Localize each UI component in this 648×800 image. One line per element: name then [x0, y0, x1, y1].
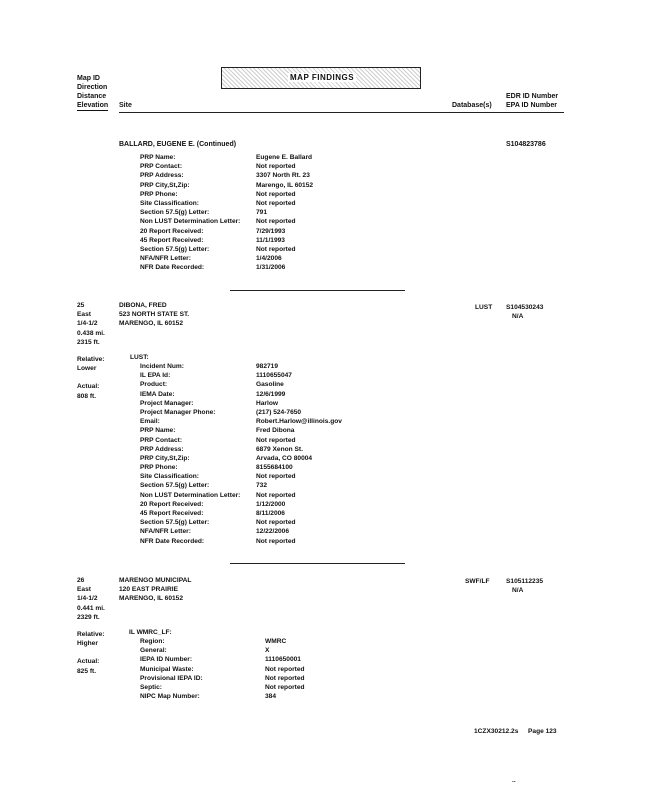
field-value: Not reported [256, 519, 296, 527]
section3-direction: East [77, 586, 91, 594]
field-label: Project Manager Phone: [140, 408, 216, 416]
section2-actual-label: Actual: [77, 383, 100, 391]
section3-distance-ft: 2329 ft. [77, 613, 100, 621]
header-map-id: Map ID [77, 75, 100, 82]
section3-map-info [77, 576, 105, 622]
section2-db-heading: LUST: [130, 354, 149, 361]
field-label: NFR Date Recorded: [140, 264, 205, 272]
field-value: 982719 [256, 363, 279, 370]
field-label: Site Classification: [140, 473, 199, 481]
field-label: NFR Date Recorded: [140, 537, 205, 545]
field-label: PRP Address: [140, 445, 184, 453]
section3-epa-id: N/A [512, 587, 524, 595]
field-label: IEPA ID Number: [140, 656, 193, 664]
section2-elevation [77, 355, 105, 401]
field-label: Non LUST Determination Letter: [140, 491, 241, 499]
header-direction: Direction [77, 84, 108, 91]
section3-name: MARENGO MUNICIPAL [119, 577, 192, 584]
field-value: Robert.Harlow@illinois.gov [256, 418, 342, 426]
field-label: Incident Num: [140, 363, 184, 370]
field-value: 1/31/2006 [256, 264, 286, 272]
field-label: Section 57.5(g) Letter: [140, 245, 210, 253]
field-label: PRP Contact: [140, 436, 183, 444]
field-value: 1/4/2006 [256, 255, 282, 263]
section3-actual-label: Actual: [77, 658, 100, 666]
field-label: PRP City,St,Zip: [140, 454, 190, 462]
field-label: Region: [140, 638, 165, 645]
section2-distance-mi: 0.438 mi. [77, 329, 105, 337]
field-label: General: [140, 647, 167, 655]
field-value: X [265, 647, 270, 655]
field-label: PRP City,St,Zip: [140, 181, 190, 189]
section2-city: MARENGO, IL 60152 [119, 320, 184, 328]
section2-values [256, 362, 342, 546]
section1-labels [140, 153, 240, 272]
field-label: Septic: [140, 683, 162, 691]
section3-db-heading: IL WMRC_LF: [129, 629, 172, 636]
header-edr-col [506, 92, 558, 110]
section1-divider [230, 290, 405, 291]
field-value: 6879 Xenon St. [256, 445, 303, 453]
field-value: Not reported [256, 537, 296, 545]
section2-map-info [77, 301, 105, 347]
field-label: PRP Phone: [140, 464, 178, 472]
field-label: NFA/NFR Letter: [140, 255, 191, 263]
header-site: Site [119, 102, 132, 109]
section3-map-id: 26 [77, 577, 85, 584]
header-epa-id: EPA ID Number [506, 102, 557, 109]
field-value: 384 [265, 693, 277, 701]
footer-doc-id: 1CZX30212.2s [474, 728, 519, 735]
field-value: 791 [256, 209, 268, 217]
section2-ids [506, 303, 543, 321]
field-label: Site Classification: [140, 199, 199, 207]
header-distance: Distance [77, 93, 107, 100]
field-value: Harlow [256, 399, 278, 407]
section1-site: BALLARD, EUGENE E. (Continued) [119, 141, 237, 148]
field-value: Not reported [265, 674, 305, 682]
section2-epa-id: N/A [512, 313, 524, 321]
section3-ids [506, 577, 543, 595]
field-value: 12/22/2006 [256, 528, 290, 536]
section3-relative-label: Relative: [77, 631, 105, 638]
section2-name: DIBONA, FRED [119, 302, 167, 309]
field-label: 45 Report Received: [140, 236, 204, 244]
field-label: NFA/NFR Letter: [140, 528, 191, 536]
field-value: 7/29/1993 [256, 227, 286, 235]
section3-actual-value: 825 ft. [77, 667, 97, 675]
field-label: 20 Report Received: [140, 227, 204, 235]
section3-distance-range: 1/4-1/2 [77, 595, 98, 603]
field-value: Not reported [265, 683, 305, 691]
field-label: Section 57.5(g) Letter: [140, 519, 210, 527]
field-value: 3307 North Rt. 23 [256, 172, 310, 180]
field-label: PRP Phone: [140, 190, 178, 198]
field-label: Section 57.5(g) Letter: [140, 482, 210, 490]
field-label: 20 Report Received: [140, 500, 204, 508]
section1-values [256, 153, 313, 272]
header-edr-id: EDR ID Number [506, 93, 559, 100]
header-elevation: Elevation [77, 102, 109, 109]
field-label: NIPC Map Number: [140, 693, 200, 701]
field-value: Eugene E. Ballard [256, 154, 313, 161]
field-label: Product: [140, 381, 168, 389]
field-value: WMRC [265, 638, 287, 645]
header-map-id-col [77, 74, 108, 111]
field-value: Not reported [256, 473, 296, 481]
field-value: Not reported [265, 665, 305, 673]
section2-database: LUST [475, 304, 493, 311]
field-value: Fred Dibona [256, 427, 295, 435]
field-label: Municipal Waste: [140, 665, 194, 673]
section3-values [265, 637, 305, 701]
field-value: 8/11/2006 [256, 510, 285, 517]
field-value: 1/12/2000 [256, 500, 286, 508]
field-value: Not reported [256, 245, 296, 253]
section1-edr-id: S104823786 [506, 141, 546, 148]
section3-edr-id: S105112235 [506, 578, 544, 585]
field-label: Project Manager: [140, 399, 194, 407]
section3-site-block [119, 576, 191, 604]
field-value: 11/1/1993 [256, 236, 285, 244]
header-database: Database(s) [452, 102, 492, 109]
section2-relative-label: Relative: [77, 356, 105, 363]
field-value: 1110655047 [256, 372, 292, 380]
field-value: 1110650001 [265, 656, 301, 664]
footer-page-number: Page 123 [528, 728, 557, 735]
section2-address: 523 NORTH STATE ST. [119, 311, 190, 319]
section3-distance-mi: 0.441 mi. [77, 604, 105, 612]
field-value: Arvada, CO 80004 [256, 454, 313, 462]
field-label: PRP Address: [140, 172, 184, 180]
section2-distance-range: 1/4-1/2 [77, 320, 98, 328]
field-value: Not reported [256, 218, 296, 226]
field-label: 45 Report Received: [140, 510, 204, 517]
section3-elevation [77, 630, 105, 676]
field-value: 732 [256, 482, 268, 490]
footer-mark: .. [512, 777, 516, 784]
field-label: PRP Contact: [140, 163, 183, 171]
field-value: Not reported [256, 199, 296, 207]
field-label: IL EPA Id: [140, 372, 171, 380]
section2-distance-ft: 2315 ft. [77, 338, 100, 346]
section2-site-block [119, 301, 189, 329]
section2-labels [140, 362, 240, 546]
field-label: Provisional IEPA ID: [140, 674, 203, 682]
field-label: Email: [140, 418, 160, 426]
section3-address: 120 EAST PRAIRIE [119, 586, 178, 594]
field-label: Section 57.5(g) Letter: [140, 209, 210, 217]
field-value: Marengo, IL 60152 [256, 181, 314, 189]
field-value: 8155684100 [256, 464, 293, 472]
section2-relative-value: Lower [77, 365, 97, 373]
field-label: Non LUST Determination Letter: [140, 218, 241, 226]
field-label: IEMA Date: [140, 390, 175, 398]
section3-labels [140, 637, 203, 701]
field-label: PRP Name: [140, 427, 176, 435]
section2-direction: East [77, 311, 91, 319]
section2-edr-id: S104530243 [506, 304, 544, 311]
field-value: (217) 524-7650 [256, 408, 302, 416]
section3-database: SWF/LF [465, 578, 490, 585]
section2-divider [230, 563, 405, 564]
field-value: Gasoline [256, 381, 284, 389]
section2-actual-value: 808 ft. [77, 392, 97, 400]
field-value: Not reported [256, 163, 296, 171]
field-label: PRP Name: [140, 154, 176, 161]
field-value: Not reported [256, 190, 296, 198]
field-value: 12/6/1999 [256, 390, 286, 398]
page-title: MAP FINDINGS [290, 73, 355, 82]
map-findings-banner [221, 67, 421, 89]
header-rule [119, 112, 564, 113]
section3-relative-value: Higher [77, 640, 98, 648]
section2-map-id: 25 [77, 302, 85, 309]
field-value: Not reported [256, 436, 296, 444]
section3-city: MARENGO, IL 60152 [119, 595, 184, 603]
field-value: Not reported [256, 491, 296, 499]
